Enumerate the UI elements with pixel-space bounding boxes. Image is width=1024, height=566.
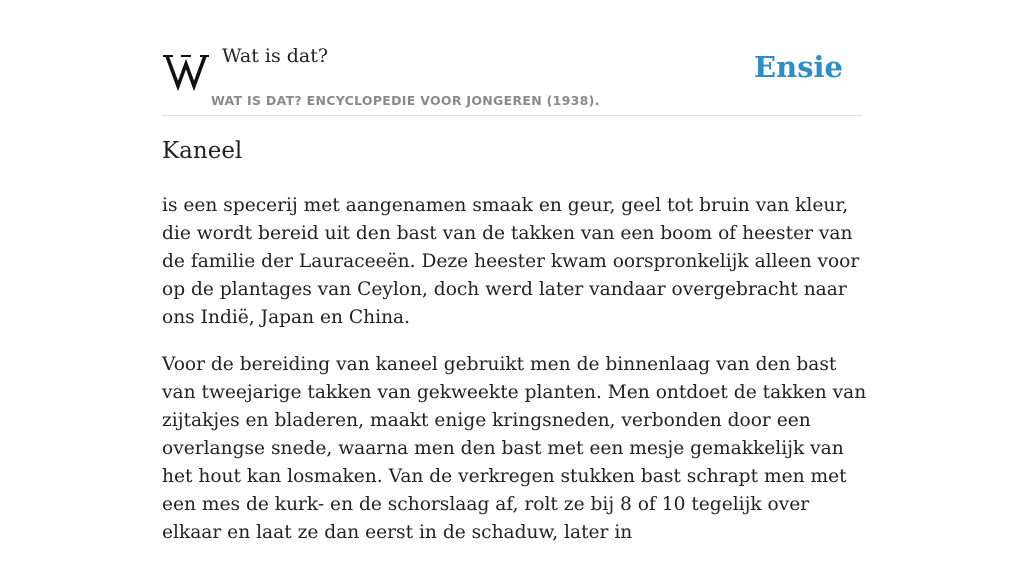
- wikipedia-w-icon: [163, 50, 209, 90]
- article-body: [162, 192, 867, 566]
- source-subtitle: WAT IS DAT? ENCYCLOPEDIE VOOR JONGEREN (1938).: [211, 93, 600, 108]
- source-title[interactable]: Wat is dat?: [222, 45, 329, 67]
- article-title: Kaneel: [162, 138, 243, 164]
- article-paragraph: Voor de bereiding van kaneel gebruikt men de binnenlaag van den bast van tweejarige takken van gekweekte planten. Men ontdoet de takken van zijtakjes en bladeren, maakt enige kringsneden, verbonden door een overlangse snede, waarna men den bast met een mesje gemakkelijk van het hout kan losmaken. Van de verkregen stukken bast schrapt men met een mes de kurk- en de schorslaag af, rolt ze bij 8 of 10 tegelijk over elkaar en laat ze dan eerst in de schaduw, later in: [162, 354, 867, 543]
- ensie-logo-link[interactable]: Ensie: [754, 50, 843, 84]
- article-paragraph: is een specerij met aangenamen smaak en geur, geel tot bruin van kleur, die wordt bereid uit den bast van de takken van een boom of heester van de familie der Lauraceeën. Deze heester kwam oorspronkelijk alleen voor op de plantages van Ceylon, doch werd later vandaar overgebracht naar ons Indië, Japan en China.: [162, 195, 860, 328]
- source-header: [162, 40, 862, 116]
